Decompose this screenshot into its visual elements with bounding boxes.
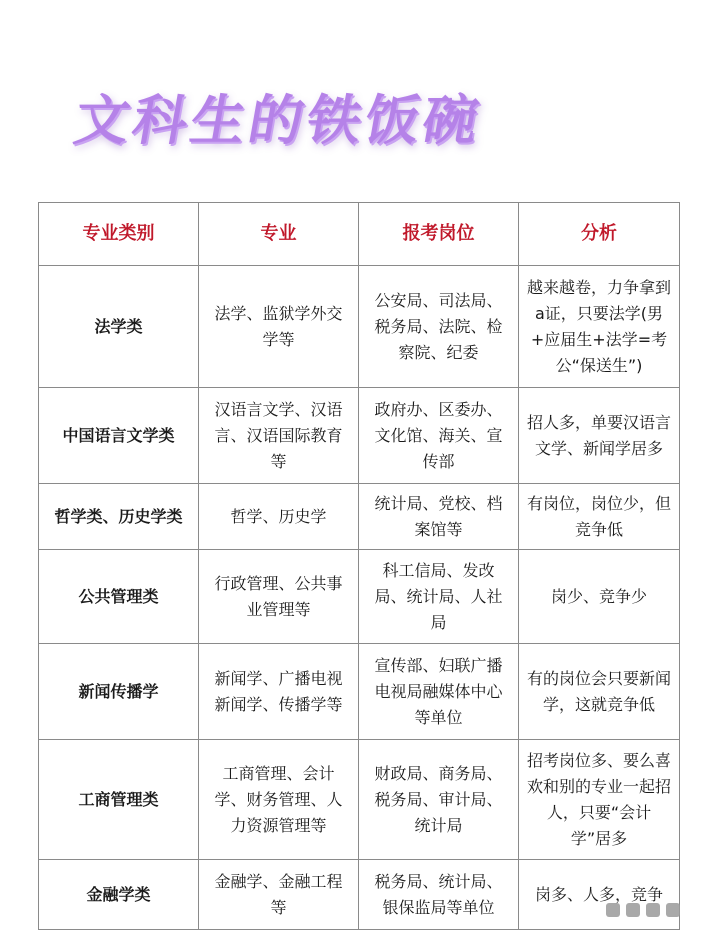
major-cell: 行政管理、公共事业管理等	[199, 550, 359, 644]
positions-cell: 政府办、区委办、文化馆、海关、宣传部	[359, 388, 519, 484]
positions-cell: 公安局、司法局、税务局、法院、检察院、纪委	[359, 266, 519, 388]
analysis-cell: 招考岗位多、要么喜欢和别的专业一起招人，只要“会计学”居多	[519, 740, 680, 860]
header-analysis: 分析	[519, 203, 680, 266]
table-row	[39, 550, 680, 644]
table-row	[39, 266, 680, 388]
category-cell: 法学类	[39, 266, 199, 388]
table-header-row	[39, 203, 680, 266]
positions-cell: 财政局、商务局、税务局、审计局、统计局	[359, 740, 519, 860]
header-major: 专业	[199, 203, 359, 266]
watermark-glyph-icon	[646, 903, 660, 917]
analysis-cell: 招人多，单要汉语言文学、新闻学居多	[519, 388, 680, 484]
header-category: 专业类别	[39, 203, 199, 266]
header-positions: 报考岗位	[359, 203, 519, 266]
category-cell: 新闻传播学	[39, 644, 199, 740]
career-table	[38, 202, 680, 930]
category-cell: 公共管理类	[39, 550, 199, 644]
page-title: 文科生的铁饭碗	[69, 89, 487, 152]
major-cell: 工商管理、会计学、财务管理、人力资源管理等	[199, 740, 359, 860]
positions-cell: 宣传部、妇联广播电视局融媒体中心等单位	[359, 644, 519, 740]
analysis-cell: 岗少、竞争少	[519, 550, 680, 644]
table-row	[39, 388, 680, 484]
table-row	[39, 740, 680, 860]
major-cell: 法学、监狱学外交学等	[199, 266, 359, 388]
table-row	[39, 484, 680, 550]
category-cell: 中国语言文学类	[39, 388, 199, 484]
major-cell: 哲学、历史学	[199, 484, 359, 550]
category-cell: 哲学类、历史学类	[39, 484, 199, 550]
table-row	[39, 644, 680, 740]
watermark	[606, 900, 696, 920]
table-row	[39, 860, 680, 930]
analysis-cell: 越来越卷，力争拿到a证，只要法学(男+应届生+法学=考公“保送生”)	[519, 266, 680, 388]
analysis-cell: 岗多、人多，竞争	[519, 860, 680, 930]
category-cell: 金融学类	[39, 860, 199, 930]
category-cell: 工商管理类	[39, 740, 199, 860]
positions-cell: 统计局、党校、档案馆等	[359, 484, 519, 550]
watermark-glyph-icon	[666, 903, 680, 917]
analysis-cell: 有的岗位会只要新闻学，这就竞争低	[519, 644, 680, 740]
analysis-cell: 有岗位，岗位少，但竞争低	[519, 484, 680, 550]
major-cell: 金融学、金融工程等	[199, 860, 359, 930]
major-cell: 新闻学、广播电视新闻学、传播学等	[199, 644, 359, 740]
watermark-glyph-icon	[606, 903, 620, 917]
major-cell: 汉语言文学、汉语言、汉语国际教育等	[199, 388, 359, 484]
watermark-glyph-icon	[626, 903, 640, 917]
positions-cell: 税务局、统计局、银保监局等单位	[359, 860, 519, 930]
positions-cell: 科工信局、发改局、统计局、人社局	[359, 550, 519, 644]
